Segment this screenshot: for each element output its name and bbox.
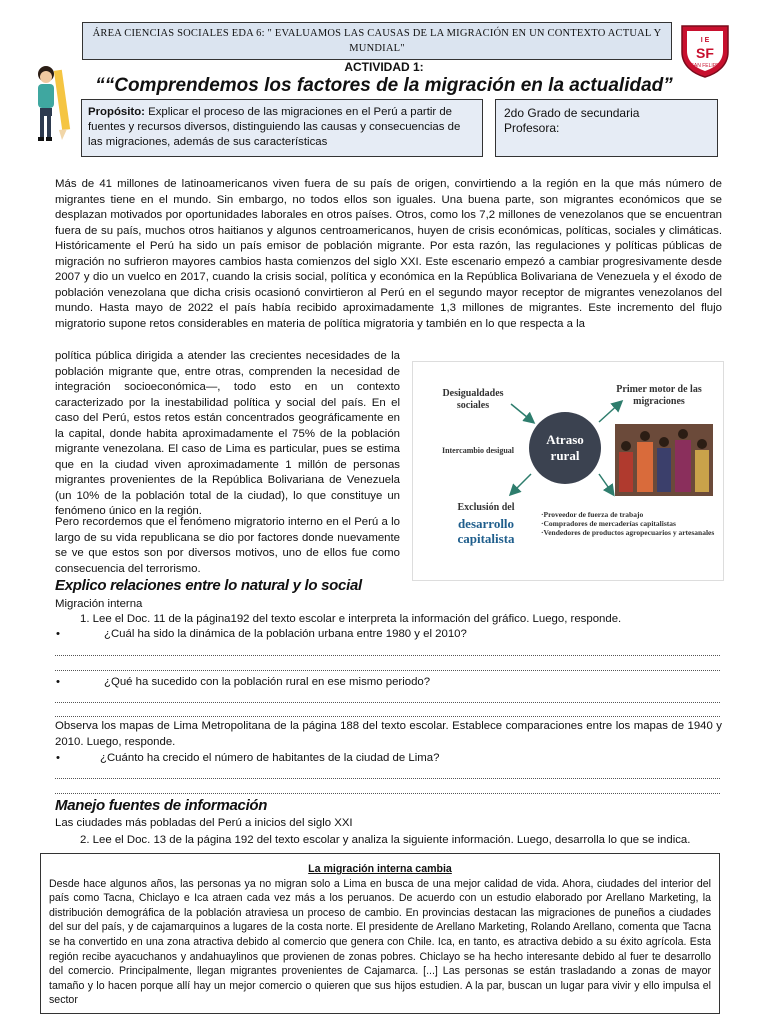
section2-heading: Manejo fuentes de información (55, 797, 268, 814)
diagram-bullet: ·Compradores de mercaderías capitalistas (541, 519, 676, 528)
reading-box (40, 853, 720, 1014)
question-urban: ¿Cuál ha sido la dinámica de la población urbana entre 1980 y el 2010? (104, 628, 467, 640)
question-bullet: • (56, 628, 60, 640)
internal-migration-paragraph: Pero recordemos que el fenómeno migratorio interno en el Perú a lo largo de su vida republicana se dio por factores donde nuevamente se ve que estos son por diversos motivos, uno de ellos fue como consecuencia del terrorismo. (55, 516, 400, 575)
logo-text-top: I E (700, 37, 710, 44)
intro-paragraph: Más de 41 millones de latinoamericanos viven fuera de su país de origen, convirtiendo a la región en la que más número de migrantes tiene en el mundo. Sin embargo, no todos ellos son iguales. Una buena parte, son migrantes económicos que se desplazan motivados por oportunidades laborales en otros países. Otros, como los 7,2 millones de venezolanos que se encuentran fuera de su país, muchos otros haitianos y algunos centroamericanos, huyen de crisis económicas, políticas, sociales y climáticas. Históricamente el Perú ha sido un país emisor de población migrante. Por esta razón, las regulaciones y políticas públicas de migración no sufrieron mayores cambios hasta comienzos del siglo XXI. Este escenario empezó a cambiar progresivamente desde 2007 y dio un vuelco en 2017, cuando la crisis social, política y económica en la República Bolivariana de Venezuela y el éxodo de población venezolana que dicha crisis ocasionó convirtieron al Perú en el segundo mayor receptor de migrantes venezolanos del mundo. Hasta mayo de 2022 el país había recibido aproximadamente 1,3 millones de migrantes. Este incremento del flujo migratorio supone retos considerables en materia de política migratoria y también en lo que respecta a la (55, 178, 722, 330)
diagram-bullet: ·Proveedor de fuerza de trabajo (541, 510, 644, 519)
grade-box (495, 99, 718, 157)
logo-text-mid: SF (696, 45, 714, 61)
section2-sub: Las ciudades más pobladas del Perú a inicios del siglo XXI (55, 817, 353, 829)
item1-instruction: 1. Lee el Doc. 11 de la página192 del texto escolar e interpreta la información del gráfico. Luego, responde. (80, 613, 622, 625)
diagram-exclusion: Exclusión del (457, 502, 515, 513)
grade-line: 2do Grado de secundaria (504, 106, 640, 120)
policy-paragraph: política pública dirigida a atender las crecientes necesidades de la población migrante que, entre otras, comprenden la necesidad de integración socioeconómica—, todo esto en un contexto caracterizado por la inestabilidad política y social del país. En el caso del Perú, estos retos están concentrados geográficamente en la capital, donde habita aproximadamente el 75% de la población migrante venezolana. El caso de Lima es particular, pues se estima que en la ciudad viven aproximadamente 1 millón de personas migrantes provenientes de la República Bolivariana de Venezuela (un 10% de la población total de la ciudad), lo que constituye un fenómeno único en la región. (55, 350, 400, 517)
purpose-box (81, 99, 483, 157)
reading-title: La migración interna cambia (308, 863, 452, 875)
arrow-proveedor (599, 474, 613, 494)
section1-heading: Explico relaciones entre lo natural y lo social (55, 577, 362, 594)
diagram-bullet: ·Vendedores de productos agropecuarios y artesanales (541, 528, 715, 537)
question-bullet: • (56, 676, 60, 688)
teacher-line: Profesora: (504, 121, 560, 135)
section1-sub: Migración interna (55, 598, 143, 610)
answer-line[interactable] (55, 777, 720, 779)
diagram-bullets (541, 510, 721, 537)
arrow-exclusion (511, 474, 531, 494)
answer-line[interactable] (55, 654, 720, 656)
diagram-desigualdades: Desigualdades sociales (442, 388, 504, 411)
arrow-desigualdades (511, 404, 533, 422)
diagram-intercambio: Intercambio desigual (441, 446, 515, 455)
reading-text: Desde hace algunos años, las personas ya no migran solo a Lima en busca de una mejor calidad de vida. Ahora, ciudades del interior del país como Tacna, Chiclayo e Ica atraen cada vez más a los peruanos. De acuerdo con un estudio elaborado por Arellano Marketing, la distribución demográfica de la población atraviesa un proceso de cambio. En provincias destacan las migraciones de puneños a ciudades del sur del país, y de cajamarquinos a lugares de la costa norte. El presidente de Arellano Marketing, Rolando Arellano, comenta que Tacna se ha convertido en una zona atractiva debido al comercio que genera con Chile. Ica, en tanto, es atractiva debido a su éxito agrícola. Esta región recibe ayacuchanos y andahuaylinos que provienen de zonas pobres. Chiclayo se ha hecho interesante debido al fuer te desarrollo del comercio. Principalmente, llegan migrantes provenientes de Cajamarca. [...] Las personas se están trasladando a zonas de mayor tamaño y lo hacen porque allí hay un mejor comercio o quieren que sus hijos estudien. A la par, buscan un lugar para vivir y ello impulsa el sector (49, 877, 711, 1007)
purpose-text: Explicar el proceso de las migraciones en el Perú a partir de fuentes y recursos diversos, distinguiendo las causas y consecuencias de las migraciones, además de sus características (88, 106, 461, 148)
purpose-label: Propósito: (88, 106, 145, 118)
answer-line[interactable] (55, 715, 720, 717)
question-rural: ¿Qué ha sucedido con la población rural en ese mismo periodo? (104, 676, 431, 688)
logo-text-bottom: SAN FELIPE (690, 63, 720, 69)
page-title: ““Comprendemos los factores de la migración en la actualidad” (95, 75, 673, 96)
answer-line[interactable] (55, 669, 720, 671)
observe-instruction: Observa los mapas de Lima Metropolitana de la página 188 del texto escolar. Establece comparaciones entre los mapas de 1940 y 2010. Luego, responde. (55, 720, 722, 748)
answer-line[interactable] (55, 701, 720, 703)
answer-line[interactable] (55, 792, 720, 794)
header-area-text: ÁREA CIENCIAS SOCIALES EDA 6: " EVALUAMOS LAS CAUSAS DE LA MIGRACIÓN EN UN CONTEXTO ACTUAL Y MUNDIAL" (92, 28, 662, 54)
migration-diagram (412, 361, 724, 581)
diagram-atraso-rural: Atraso rural (546, 432, 584, 463)
activity-label: ACTIVIDAD 1: (344, 60, 424, 74)
diagram-desarrollo: desarrollo capitalista (457, 516, 515, 546)
teacher-illustration (30, 62, 72, 142)
question-bullet: • (56, 752, 60, 764)
item2-instruction: 2. Lee el Doc. 13 de la página 192 del texto escolar y analiza la siguiente información. Luego, desarrolla lo que se indica. (80, 834, 691, 846)
header-area-box (82, 22, 672, 60)
question-lima: ¿Cuánto ha crecido el número de habitantes de la ciudad de Lima? (100, 752, 440, 764)
diagram-primer-motor: Primer motor de las migraciones (616, 384, 702, 407)
